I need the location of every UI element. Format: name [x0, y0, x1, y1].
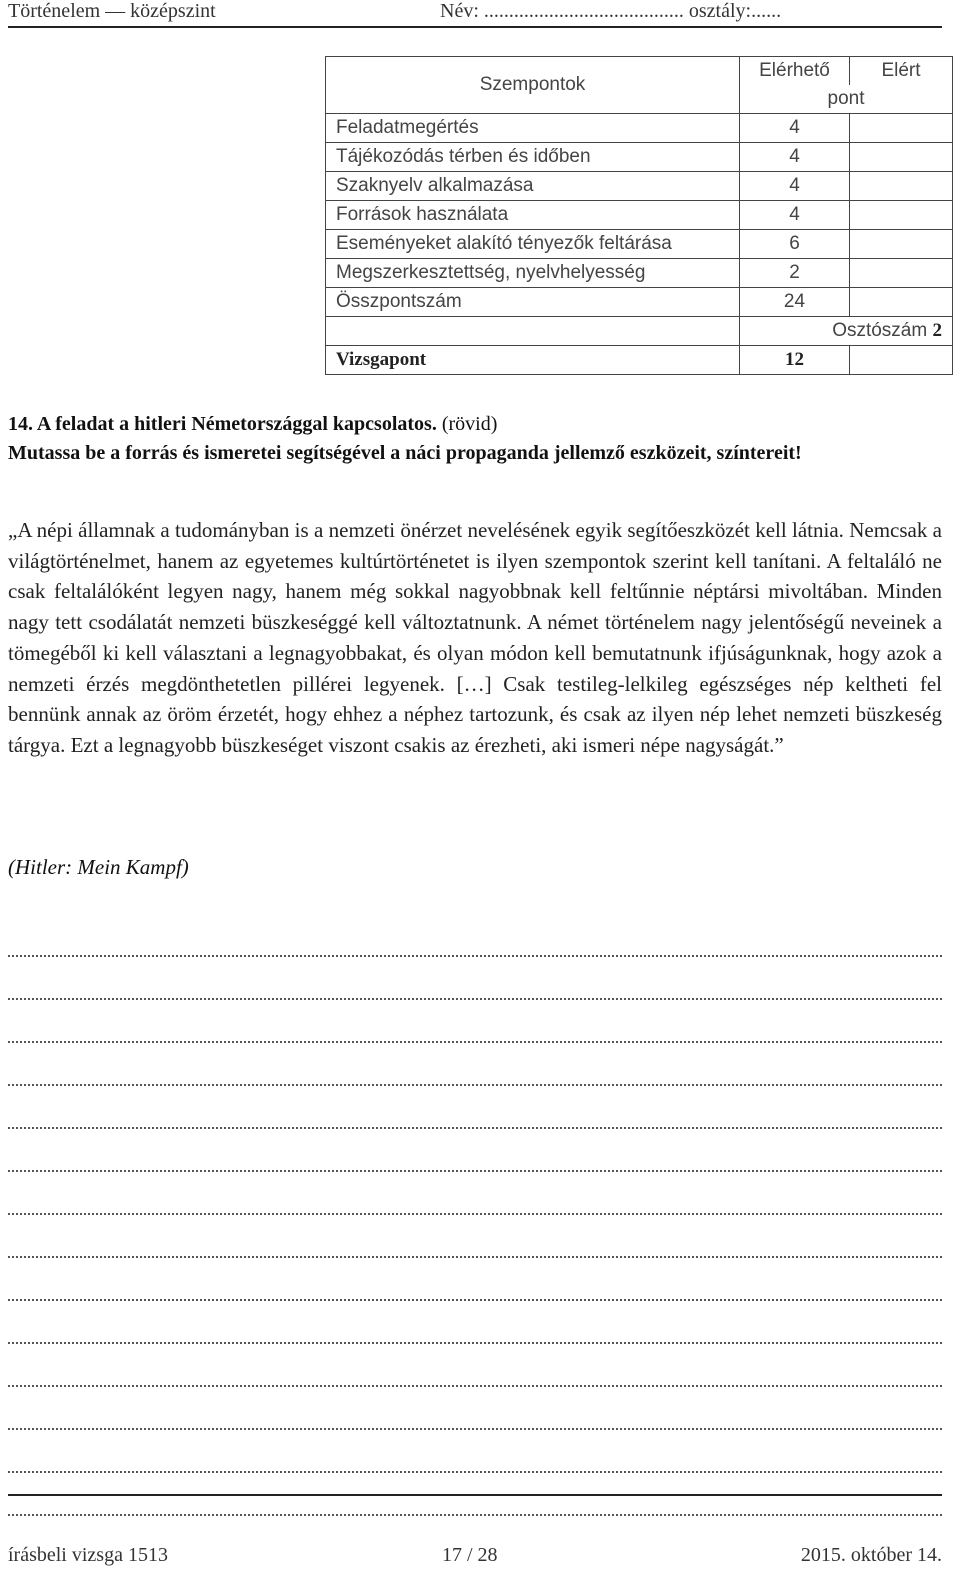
answer-line[interactable]: [8, 1430, 942, 1473]
achieved-cell: [850, 288, 953, 317]
criterion-points: 2: [740, 259, 850, 288]
subject-level: Történelem — középszint: [8, 0, 216, 22]
answer-line[interactable]: [8, 1043, 942, 1086]
source-quote: „A népi államnak a tudományban is a nemzeti önérzet nevelésének egyik segítőeszközét kell látnia. Nemcsak a világtörténelmet, hanem az egyetemes kultúrtörténetet is ilyen szempontok szerint kell tanítani. A feltaláló ne csak feltalálóként legyen nagy, hanem még sokkal nagyobbnak kell feltűnnie néptársi mivoltában. Minden nagy tett csodálatát nemzeti büszkeséggé kell változtatnunk. A német történelem nagy jelentőségű neveinek a tömegéből ki kell választani a legnagyobbakat, és olyan módon kell bemutatnunk ifjúságunknak, hogy azok a nemzeti érzés megdönthetetlen pillérei legyenek. […] Csak testileg-lelkileg egészséges nép keltheti fel bennünk annak az öröm érzetét, hogy ehhez a néphez tartozunk, és csak az ilyen nép lehet nemzeti büszkeség tárgya. Ezt a legnagyobb büszkeséget viszont csakis az érezheti, aki ismeri népe nagyságát.”: [8, 518, 942, 757]
answer-line[interactable]: [8, 1000, 942, 1043]
unit-header: pont: [740, 85, 953, 114]
task-title: [8, 410, 942, 438]
exam-code: írásbeli vizsga 1513: [8, 1544, 168, 1566]
criterion-points: 4: [740, 201, 850, 230]
exam-row: [326, 346, 953, 375]
table-row: [326, 259, 953, 288]
achieved-cell: [850, 201, 953, 230]
criteria-header: Szempontok: [326, 57, 740, 114]
task-type: (rövid): [441, 413, 498, 435]
divisor-cell: [740, 317, 953, 346]
scoring-table: [325, 56, 953, 375]
answer-line[interactable]: [8, 1387, 942, 1430]
table-row: [326, 288, 953, 317]
exam-points-value: 12: [740, 346, 850, 375]
achieved-cell: [850, 114, 953, 143]
source-citation: (Hitler: Mein Kampf): [8, 855, 189, 879]
criterion-label: Források használata: [326, 201, 740, 230]
name-class-field: Név: ........................................ osztály:......: [440, 0, 782, 22]
criterion-points: 4: [740, 114, 850, 143]
answer-lines[interactable]: [8, 914, 942, 1516]
page-number: 17 / 28: [442, 1544, 498, 1566]
criterion-points: 4: [740, 143, 850, 172]
criterion-points: 4: [740, 172, 850, 201]
table-row: [326, 230, 953, 259]
divisor-label: Osztószám: [832, 320, 928, 341]
table-row: [326, 172, 953, 201]
achieved-cell: [850, 172, 953, 201]
answer-line[interactable]: [8, 1129, 942, 1172]
task-instruction: Mutassa be a forrás és ismeretei segítségével a náci propaganda jellemző eszközeit, színtereit!: [8, 442, 802, 464]
total-points: 24: [740, 288, 850, 317]
achieved-cell: [850, 143, 953, 172]
criterion-label: Tájékozódás térben és időben: [326, 143, 740, 172]
achieved-cell: [850, 259, 953, 288]
table-row: [326, 143, 953, 172]
divisor-value: 2: [932, 320, 942, 341]
answer-line[interactable]: [8, 1172, 942, 1215]
criterion-points: 6: [740, 230, 850, 259]
criterion-label: Megszerkesztettség, nyelvhelyesség: [326, 259, 740, 288]
exam-points-label: Vizsgapont: [326, 346, 740, 375]
achieved-cell: [850, 346, 953, 375]
empty-cell: [326, 317, 740, 346]
answer-line[interactable]: [8, 1258, 942, 1301]
exam-date: 2015. október 14.: [800, 1544, 942, 1566]
criterion-label: Feladatmegértés: [326, 114, 740, 143]
answer-line[interactable]: [8, 914, 942, 957]
total-label: Összpontszám: [326, 288, 740, 317]
table-row: [326, 201, 953, 230]
answer-line[interactable]: [8, 1301, 942, 1344]
answer-line[interactable]: [8, 1344, 942, 1387]
page-footer: [8, 1494, 942, 1577]
table-row: [326, 114, 953, 143]
achieved-cell: [850, 230, 953, 259]
achieved-header: Elért: [850, 57, 953, 86]
criterion-label: Szaknyelv alkalmazása: [326, 172, 740, 201]
divisor-row: [326, 317, 953, 346]
answer-line[interactable]: [8, 957, 942, 1000]
answer-line[interactable]: [8, 1086, 942, 1129]
page-header: [8, 0, 942, 28]
criterion-label: Eseményeket alakító tényezők feltárása: [326, 230, 740, 259]
task-title-text: 14. A feladat a hitleri Németországgal kapcsolatos.: [8, 413, 437, 435]
answer-line[interactable]: [8, 1215, 942, 1258]
available-header: Elérhető: [740, 57, 850, 86]
